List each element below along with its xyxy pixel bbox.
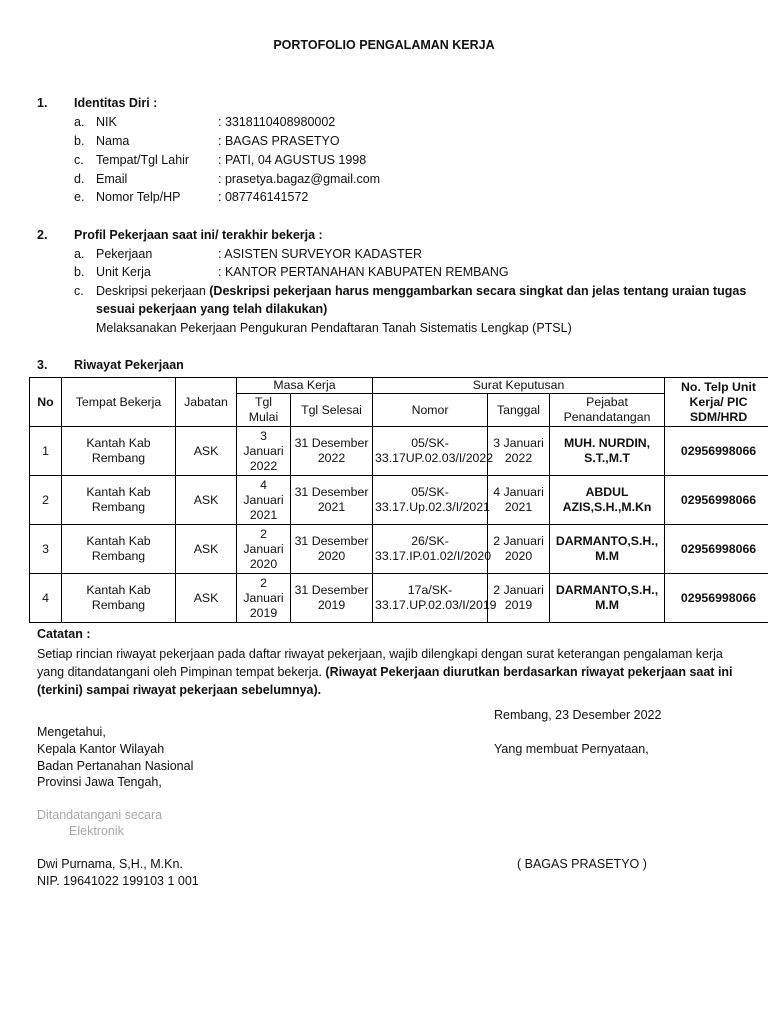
section-number-identitas: 1. (37, 96, 48, 110)
profil-letter: c. (74, 284, 84, 298)
cell-pejabat: DARMANTO,S.H., M.M (550, 574, 665, 623)
cell-nomor: 26/SK-33.17.IP.01.02/I/2020 (373, 525, 488, 574)
identitas-value-email: : prasetya.bagaz@gmail.com (218, 172, 381, 186)
catatan-text (37, 645, 737, 699)
cell-tempat: Kantah Kab Rembang (62, 574, 176, 623)
cell-jabatan: ASK (176, 427, 237, 476)
col-header-no: No (30, 378, 62, 427)
catatan-label: Catatan : (37, 627, 91, 641)
table-row (30, 525, 768, 574)
table-header-row (30, 378, 768, 394)
table-row (30, 476, 768, 525)
section-number-profil: 2. (37, 228, 48, 242)
col-header-masa-kerja: Masa Kerja (237, 378, 373, 394)
identitas-letter: e. (74, 190, 85, 204)
left-signer-title: Kepala Kantor Wilayah (37, 742, 165, 756)
left-signer-nip: NIP. 19641022 199103 1 001 (37, 874, 199, 888)
profil-deskripsi-note: (Deskripsi pekerjaan harus menggambarkan secara singkat dan jelas tentang uraian tugas (209, 284, 747, 298)
cell-telp: 02956998066 (665, 574, 768, 623)
cell-pejabat: MUH. NURDIN, S.T.,M.T (550, 427, 665, 476)
col-header-tanggal: Tanggal (488, 394, 550, 427)
cell-tgl-mulai: 3 Januari 2022 (237, 427, 291, 476)
cell-tgl-mulai: 4 Januari 2021 (237, 476, 291, 525)
left-signer-name: Dwi Purnama, S,H., M.Kn. (37, 857, 183, 871)
mengetahui-label: Mengetahui, (37, 725, 106, 739)
cell-tgl-selesai: 31 Desember 2021 (291, 476, 373, 525)
cell-pejabat: DARMANTO,S.H., M.M (550, 525, 665, 574)
col-header-pejabat: Pejabat Penandatangan (550, 394, 665, 427)
cell-tgl-selesai: 31 Desember 2020 (291, 525, 373, 574)
cell-tanggal: 2 Januari 2020 (488, 525, 550, 574)
profil-deskripsi-note-cont: sesuai pekerjaan yang telah dilakukan) (96, 302, 328, 316)
cell-telp: 02956998066 (665, 427, 768, 476)
identitas-label-nama: Nama (96, 134, 130, 148)
identitas-label-nik: NIK (96, 115, 117, 129)
col-header-nomor: Nomor (373, 394, 488, 427)
col-header-tempat: Tempat Bekerja (62, 378, 176, 427)
identitas-label-email: Email (96, 172, 128, 186)
cell-nomor: 05/SK-33.17.Up.02.3/I/2021 (373, 476, 488, 525)
profil-value-deskripsi: Melaksanakan Pekerjaan Pengukuran Pendaftaran Tanah Sistematis Lengkap (PTSL) (96, 321, 572, 335)
right-signer-title: Yang membuat Pernyataan, (494, 742, 649, 756)
profil-value-unit-kerja: : KANTOR PERTANAHAN KABUPATEN REMBANG (218, 265, 509, 279)
left-signer-province: Provinsi Jawa Tengah, (37, 775, 162, 789)
catatan-text-bold: (Riwayat Pekerjaan diurutkan berdasarkan riwayat pekerjaan saat ini (terkini) sampai riwayat pekerjaan sebelumnya). (37, 665, 733, 697)
cell-nomor: 05/SK-33.17UP.02.03/I/2022 (373, 427, 488, 476)
profil-label-deskripsi: Deskripsi pekerjaan (96, 284, 206, 298)
cell-no: 3 (30, 525, 62, 574)
profil-label-unit-kerja: Unit Kerja (96, 265, 151, 279)
section-title-identitas: Identitas Diri : (74, 96, 158, 110)
catatan-text-plain: Setiap rincian riwayat pekerjaan pada daftar riwayat pekerjaan, wajib dilengkapi dengan surat keterangan pengalaman kerja yang ditandatangani oleh Pimpinan tempat bekerja. (37, 647, 723, 679)
profil-value-pekerjaan: : ASISTEN SURVEYOR KADASTER (218, 247, 422, 261)
cell-pejabat: ABDUL AZIS,S.H.,M.Kn (550, 476, 665, 525)
cell-tempat: Kantah Kab Rembang (62, 427, 176, 476)
profil-letter: b. (74, 265, 85, 279)
profil-deskripsi-line (96, 284, 746, 298)
profil-letter: a. (74, 247, 85, 261)
identitas-value-nama: : BAGAS PRASETYO (218, 134, 340, 148)
identitas-value-nik: : 3318110408980002 (218, 115, 336, 129)
identitas-value-telp: : 087746141572 (218, 190, 309, 204)
left-signer-institution: Badan Pertanahan Nasional (37, 759, 194, 773)
cell-no: 2 (30, 476, 62, 525)
electronic-signature-note-cont: Elektronik (69, 824, 124, 838)
right-signer-name: ( BAGAS PRASETYO ) (517, 857, 647, 871)
identitas-letter: d. (74, 172, 85, 186)
cell-tgl-mulai: 2 Januari 2019 (237, 574, 291, 623)
cell-tgl-selesai: 31 Desember 2022 (291, 427, 373, 476)
cell-tanggal: 4 Januari 2021 (488, 476, 550, 525)
cell-telp: 02956998066 (665, 525, 768, 574)
cell-tempat: Kantah Kab Rembang (62, 525, 176, 574)
section-title-riwayat: Riwayat Pekerjaan (74, 358, 184, 372)
cell-jabatan: ASK (176, 525, 237, 574)
cell-telp: 02956998066 (665, 476, 768, 525)
identitas-label-ttl: Tempat/Tgl Lahir (96, 153, 190, 167)
col-header-jabatan: Jabatan (176, 378, 237, 427)
table-row (30, 427, 768, 476)
col-header-tgl-mulai: Tgl Mulai (237, 394, 291, 427)
cell-no: 4 (30, 574, 62, 623)
col-header-surat-keputusan: Surat Keputusan (373, 378, 665, 394)
cell-nomor: 17a/SK-33.17.UP.02.03/I/2019 (373, 574, 488, 623)
place-date: Rembang, 23 Desember 2022 (494, 708, 662, 722)
cell-tgl-mulai: 2 Januari 2020 (237, 525, 291, 574)
riwayat-table (29, 377, 768, 623)
section-title-profil: Profil Pekerjaan saat ini/ terakhir bekerja : (74, 228, 323, 242)
electronic-signature-note: Ditandatangani secara (37, 808, 163, 822)
cell-jabatan: ASK (176, 476, 237, 525)
cell-tgl-selesai: 31 Desember 2019 (291, 574, 373, 623)
cell-no: 1 (30, 427, 62, 476)
cell-tanggal: 2 Januari 2019 (488, 574, 550, 623)
profil-label-pekerjaan: Pekerjaan (96, 247, 153, 261)
identitas-letter: b. (74, 134, 85, 148)
identitas-label-telp: Nomor Telp/HP (96, 190, 181, 204)
col-header-tgl-selesai: Tgl Selesai (291, 394, 373, 427)
section-number-riwayat: 3. (37, 358, 48, 372)
cell-jabatan: ASK (176, 574, 237, 623)
table-row (30, 574, 768, 623)
identitas-letter: c. (74, 153, 84, 167)
cell-tempat: Kantah Kab Rembang (62, 476, 176, 525)
cell-tanggal: 3 Januari 2022 (488, 427, 550, 476)
col-header-telp: No. Telp Unit Kerja/ PIC SDM/HRD (665, 378, 768, 427)
identitas-letter: a. (74, 115, 85, 129)
identitas-value-ttl: : PATI, 04 AGUSTUS 1998 (218, 153, 367, 167)
page-title: PORTOFOLIO PENGALAMAN KERJA (273, 38, 495, 52)
